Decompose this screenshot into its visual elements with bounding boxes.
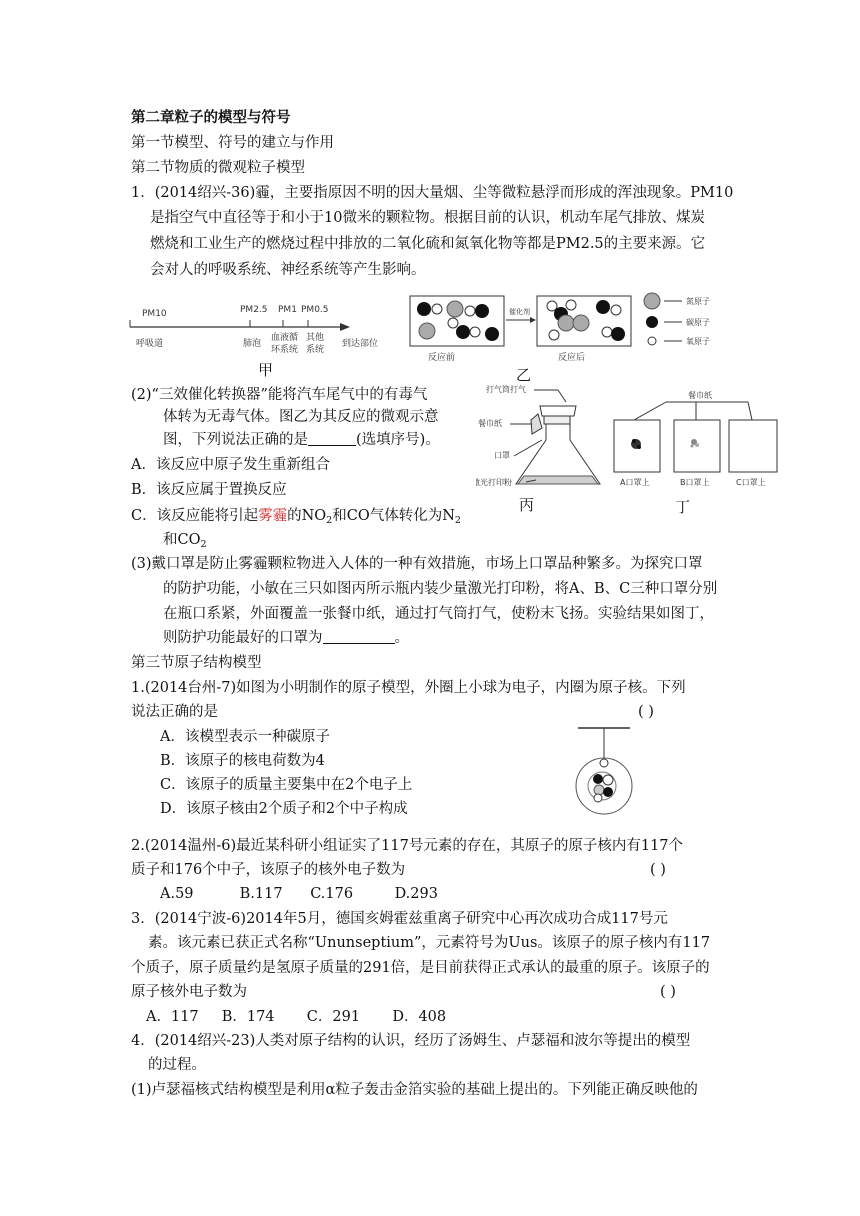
q3-line-2: 质子和176个中子，该原子的核外电子数为: [131, 862, 406, 878]
q3-line-1: 2.(2014温州-6)最近某科研小组证实了117号元素的存在，其原子的原子核内有117个: [131, 838, 684, 854]
q3-options: A.59 B.117 C.176 D.293: [160, 886, 438, 902]
q1-line-1: 1．(2014绍兴-36)霾，主要指原因不明的因大量烟、尘等微粒悬浮而形成的浑浊现象。PM10: [131, 185, 734, 201]
figure-jia-caption: 甲: [258, 361, 274, 379]
q4-line-1: 3．(2014宁波-6)2014年5月，德国亥姆霍兹重离子研究中心再次成功合成117号元: [131, 911, 668, 927]
figure-yi: [406, 290, 726, 372]
answer-blank-2[interactable]: [308, 431, 356, 446]
mask-result-diagram: [608, 386, 784, 492]
figure-yi-caption: 乙: [516, 366, 532, 384]
q1-2-option-c: C．该反应能将引起雾霾的$NO_2$和CO气体转化为$N_2$: [131, 508, 461, 526]
q2-answer-paren: ( ): [638, 704, 654, 720]
figure-bing: [476, 380, 616, 492]
q1-2-option-c-cont: 和$CO_2$: [163, 532, 207, 550]
destination-label: 到达部位: [342, 339, 379, 349]
alveoli-label: 肺泡: [243, 339, 262, 349]
pm-scale-diagram: [128, 298, 398, 358]
pm25-label: PM2.5: [240, 305, 268, 315]
reaction-micro-diagram: [406, 290, 726, 372]
pump-label: 打气筒打气: [486, 385, 526, 394]
respiratory-label: 呼吸道: [136, 339, 164, 349]
q2-option-c: C．该原子的质量主要集中在2个电子上: [160, 777, 413, 793]
napkin-label: 餐巾纸: [478, 419, 502, 428]
pm05-label: PM0.5: [301, 305, 329, 315]
q5-line-3: (1)卢瑟福核式结构模型是利用α粒子轰击金箔实验的基础上提出的。下列能正确反映他的: [131, 1082, 698, 1098]
blood-label-1: 血液循: [271, 333, 299, 343]
q1-line-3: 燃烧和工业生产的燃烧过程中排放的二氧化硫和氮氧化物等都是PM2.5的主要来源。它: [150, 236, 706, 252]
pm10-label: PM10: [142, 309, 167, 319]
q5-line-2: 的过程。: [148, 1057, 206, 1073]
q2-option-d: D．该原子核由2个质子和2个中子构成: [160, 801, 408, 817]
q4-line-3: 个质子，原子质量约是氢原子质量的291倍，是目前获得正式承认的最重的原子。该原子的: [131, 960, 710, 976]
q2-line-1: 1.(2014台州-7)如图为小明制作的原子模型，外圈上小球为电子，内圈为原子核。下列: [131, 680, 686, 696]
section-heading-2: 第二节物质的微观粒子模型: [131, 160, 305, 176]
box-c-label: C口罩上: [736, 478, 766, 487]
q2-line-2: 说法正确的是: [131, 704, 218, 720]
q1-line-2: 是指空气中直径等于和小于10微米的颗粒物。根据目前的认识，机动车尾气排放、煤炭: [150, 210, 705, 226]
q1-2-line-3: 图，下列说法正确的是 (选填序号)。: [163, 432, 440, 448]
q4-line-2: 素。该元素已获正式名称“Ununseptium”，元素符号为Uus。该原子的原子核内有117: [148, 935, 711, 951]
q1-line-4: 会对人的呼吸系统、神经系统等产生影响。: [150, 262, 426, 278]
q1-3-line-2: 的防护功能，小敏在三只如图丙所示瓶内装少量激光打印粉，将A、B、C三种口罩分别: [163, 581, 718, 597]
q1-3-line-1: (3)戴口罩是防止雾霾颗粒物进入人体的一种有效措施，市场上口罩品种繁多。为探究口罩: [131, 556, 703, 572]
legend-oxygen: 氧原子: [686, 337, 710, 346]
q1-3-line-4: 则防护功能最好的口罩为 。: [163, 630, 409, 646]
q1-3-line-3: 在瓶口系紧，外面覆盖一张餐巾纸，通过打气筒打气，使粉末飞扬。实验结果如图丁，: [163, 606, 714, 622]
legend-carbon: 碳原子: [686, 318, 710, 327]
q1-2-line-2: 体转为无毒气体。图乙为其反应的微观示意: [163, 409, 439, 425]
section-heading-3: 第三节原子结构模型: [131, 655, 262, 671]
other-label-2: 系统: [306, 345, 325, 355]
legend-nitrogen: 氮原子: [686, 297, 710, 306]
q2-option-a: A．该模型表示一种碳原子: [160, 729, 330, 745]
before-label: 反应前: [428, 353, 456, 363]
box-b-label: B口罩上: [680, 478, 710, 487]
chapter-title: 第二章粒子的模型与符号: [131, 109, 291, 126]
figure-ding-caption: 丁: [675, 498, 691, 516]
q4-answer-paren: ( ): [660, 984, 676, 1000]
figure-jia: [128, 298, 398, 358]
toner-label: 激光打印粉: [476, 478, 512, 487]
other-label-1: 其他: [306, 333, 325, 343]
q4-options: A．117 B．174 C．291 D．408: [146, 1009, 447, 1025]
flask-apparatus-diagram: [476, 380, 616, 492]
napkin-top-label: 餐巾纸: [688, 391, 712, 400]
q1-2-line-1: (2)“三效催化转换器”能将汽车尾气中的有毒气: [131, 387, 428, 403]
q2-option-b: B．该原子的核电荷数为4: [160, 753, 325, 769]
figure-ding: [608, 386, 784, 492]
box-a-label: A口罩上: [620, 478, 650, 487]
mask-label: 口罩: [494, 451, 510, 460]
highlighted-word: 雾霾: [258, 508, 288, 524]
q5-line-1: 4．(2014绍兴-23)人类对原子结构的认识，经历了汤姆生、卢瑟福和波尔等提出的模型: [131, 1033, 691, 1049]
q3-answer-paren: ( ): [650, 862, 666, 878]
section-heading-1: 第一节模型、符号的建立与作用: [131, 135, 334, 151]
q4-line-4: 原子核外电子数为: [131, 984, 247, 1000]
q1-2-option-b: B．该反应属于置换反应: [131, 482, 287, 498]
q1-2-option-a: A．该反应中原子发生重新组合: [131, 457, 330, 473]
atom-model-diagram: [568, 722, 642, 822]
catalyst-label: 催化剂: [509, 308, 530, 316]
answer-blank-3[interactable]: [323, 629, 395, 644]
pm1-label: PM1: [278, 305, 297, 315]
blood-label-2: 环系统: [271, 345, 299, 355]
figure-bing-caption: 丙: [519, 496, 535, 514]
after-label: 反应后: [558, 353, 586, 363]
atom-model-figure: [568, 722, 642, 822]
